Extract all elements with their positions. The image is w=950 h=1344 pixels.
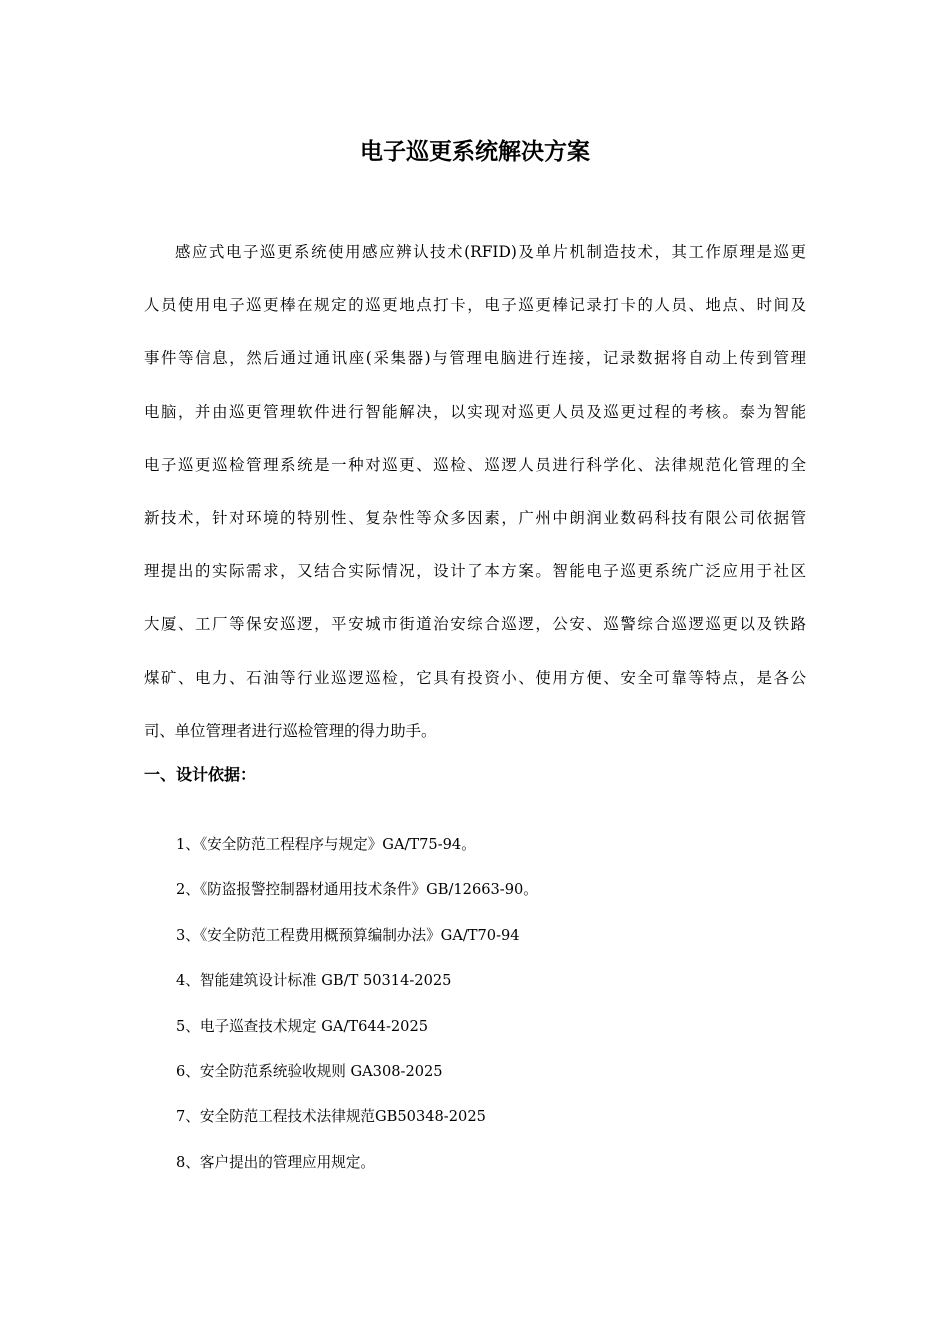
intro-line: 新技术，针对环境的特别性、复杂性等众多因素，广州中朗润业数码科技有限公司依据管 [144, 509, 806, 528]
design-basis-list [176, 832, 538, 1195]
list-item: 6、安全防范系统验收规则 GA308-2025 [176, 1062, 443, 1080]
list-item: 7、安全防范工程技术法律规范GB50348-2025 [176, 1108, 486, 1126]
list-item: 8、客户提出的管理应用规定。 [176, 1153, 376, 1171]
intro-paragraph [144, 226, 806, 758]
intro-line: 电子巡更巡检管理系统是一种对巡更、巡检、巡逻人员进行科学化、法律规范化管理的全 [144, 455, 806, 474]
intro-line: 理提出的实际需求，又结合实际情况，设计了本方案。智能电子巡更系统广泛应用于社区 [144, 562, 806, 581]
intro-line: 事件等信息，然后通过通讯座(采集器)与管理电脑进行连接，记录数据将自动上传到管理 [144, 349, 806, 368]
intro-line: 司、单位管理者进行巡检管理的得力助手。 [144, 721, 437, 740]
intro-line: 电脑，并由巡更管理软件进行智能解决，以实现对巡更人员及巡更过程的考核。泰为智能 [144, 402, 806, 421]
section-heading-design-basis: 一、设计依据： [144, 765, 257, 784]
intro-line: 煤矿、电力、石油等行业巡逻巡检，它具有投资小、使用方便、安全可靠等特点，是各公 [144, 668, 806, 687]
intro-line: 感应式电子巡更系统使用感应辨认技术(RFID)及单片机制造技术，其工作原理是巡更 [175, 243, 806, 261]
intro-line: 大厦、工厂等保安巡逻，平安城市街道治安综合巡逻，公安、巡警综合巡逻巡更以及铁路 [144, 615, 806, 634]
list-item: 2、《防盗报警控制器材通用技术条件》GB/12663-90。 [176, 881, 538, 899]
list-item: 1、《安全防范工程程序与规定》GA/T75-94。 [176, 836, 476, 853]
list-item: 4、智能建筑设计标准 GB/T 50314-2025 [176, 972, 452, 990]
list-item: 3、《安全防范工程费用概预算编制办法》GA/T70-94 [176, 926, 520, 944]
intro-line: 人员使用电子巡更棒在规定的巡更地点打卡，电子巡更棒记录打卡的人员、地点、时间及 [144, 296, 806, 315]
document-title: 电子巡更系统解决方案 [360, 139, 590, 165]
list-item: 5、电子巡查技术规定 GA/T644-2025 [176, 1017, 429, 1035]
